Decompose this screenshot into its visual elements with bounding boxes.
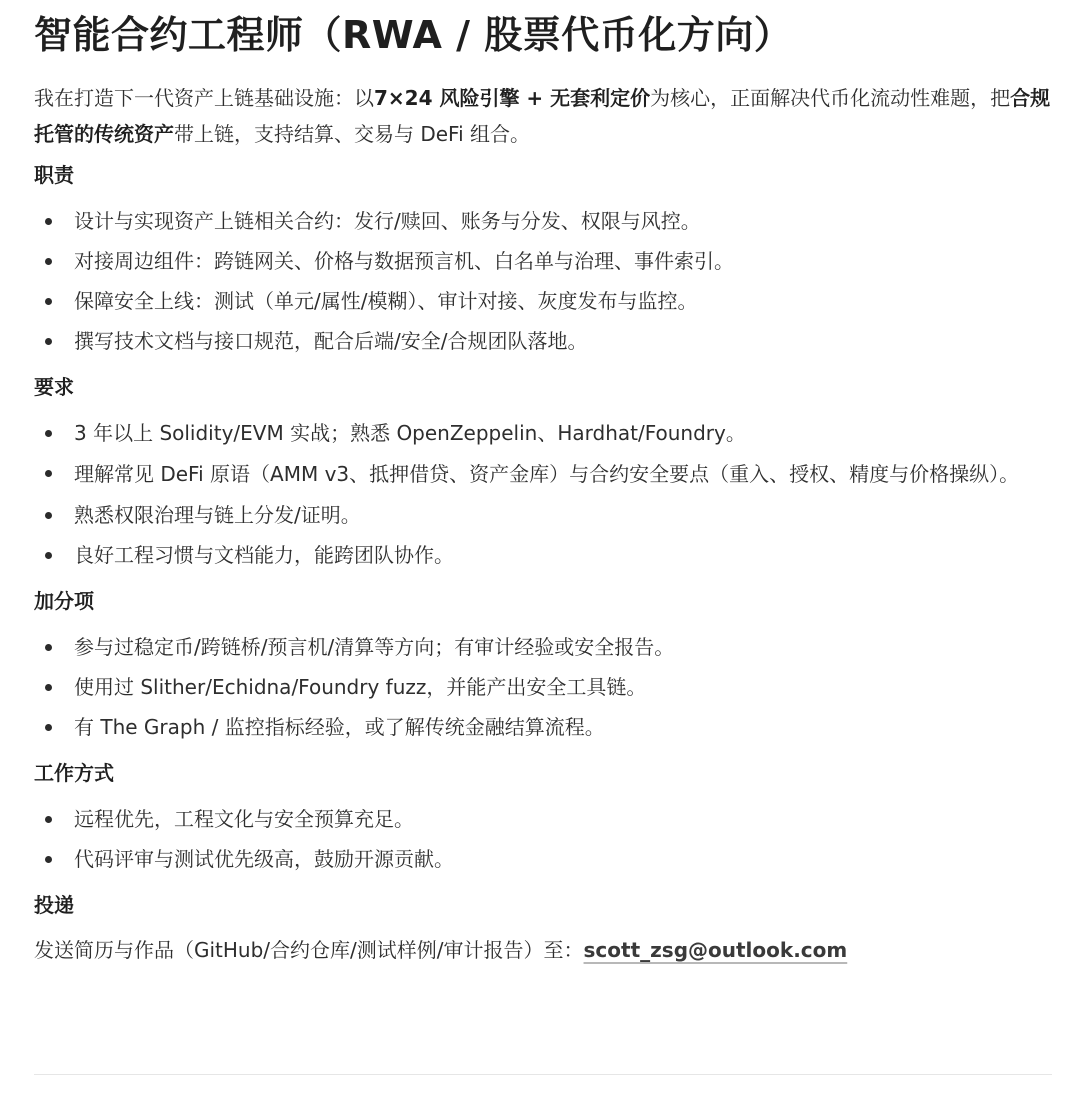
bullet-icon: [45, 218, 52, 225]
email-link[interactable]: scott_zsg@outlook.com: [583, 938, 848, 962]
intro-bold-2: 合规托管的传统资产: [34, 86, 1051, 146]
list-item-text: 理解常见 DeFi 原语（AMM v3、抵押借贷、资产金库）与合约安全要点（重入、授权、精度与价格操纵）。: [74, 462, 1020, 486]
bullet-icon: [45, 724, 52, 731]
section-heading-apply: 投递: [34, 893, 74, 917]
list-item: [34, 802, 1052, 836]
list-item-text: 代码评审与测试优先级高，鼓励开源贡献。: [74, 847, 454, 871]
list-item: [34, 456, 1052, 492]
list-item: [34, 538, 1052, 572]
list-item-text: 使用过 Slither/Echidna/Foundry fuzz，并能产出安全工具链。: [74, 675, 647, 699]
bullet-icon: [45, 338, 52, 345]
requirements-list: [34, 416, 1052, 572]
list-item-text: 熟悉权限治理与链上分发/证明。: [74, 503, 361, 527]
bullet-icon: [45, 298, 52, 305]
list-item-text: 保障安全上线：测试（单元/属性/模糊）、审计对接、灰度发布与监控。: [74, 289, 698, 313]
section-work-style: [34, 750, 1052, 876]
intro-text-2: 为核心，正面解决代币化流动性难题，把: [650, 86, 1011, 110]
bullet-icon: [45, 258, 52, 265]
bullet-icon: [45, 512, 52, 519]
bullet-icon: [45, 684, 52, 691]
section-bonus: [34, 578, 1052, 744]
apply-instructions: [34, 932, 1052, 968]
list-item: [34, 710, 1052, 744]
list-item: [34, 416, 1052, 450]
page-title: 智能合约工程师（RWA / 股票代币化方向）: [34, 13, 793, 57]
section-heading-requirements: 要求: [34, 375, 74, 399]
list-item-text: 参与过稳定币/跨链桥/预言机/清算等方向；有审计经验或安全报告。: [74, 635, 675, 659]
bullet-icon: [45, 856, 52, 863]
list-item: [34, 324, 1052, 358]
bullet-icon: [45, 816, 52, 823]
section-duties: [34, 152, 1052, 358]
list-item: [34, 284, 1052, 318]
list-item: [34, 204, 1052, 238]
list-item: [34, 498, 1052, 532]
list-item: [34, 670, 1052, 704]
intro-text-1: 我在打造下一代资产上链基础设施：以: [34, 86, 374, 110]
section-heading-duties: 职责: [34, 163, 74, 187]
bullet-icon: [45, 644, 52, 651]
duties-list: [34, 204, 1052, 358]
section-apply: [34, 882, 1052, 968]
section-heading-bonus: 加分项: [34, 589, 94, 613]
list-item-text: 有 The Graph / 监控指标经验，或了解传统金融结算流程。: [74, 715, 605, 739]
bullet-icon: [45, 470, 52, 477]
list-item: [34, 244, 1052, 278]
bonus-list: [34, 630, 1052, 744]
work-style-list: [34, 802, 1052, 876]
bottom-divider: [34, 1074, 1052, 1075]
list-item-text: 撰写技术文档与接口规范，配合后端/安全/合规团队落地。: [74, 329, 588, 353]
intro-paragraph: [34, 80, 1052, 152]
apply-text: 发送简历与作品（GitHub/合约仓库/测试样例/审计报告）至：: [34, 938, 584, 962]
list-item-text: 良好工程习惯与文档能力，能跨团队协作。: [74, 543, 454, 567]
bullet-icon: [45, 552, 52, 559]
intro-bold-1: 7×24 风险引擎 + 无套利定价: [374, 86, 651, 110]
list-item: [34, 842, 1052, 876]
list-item-text: 3 年以上 Solidity/EVM 实战；熟悉 OpenZeppelin、Hardhat/Foundry。: [74, 421, 746, 445]
list-item: [34, 630, 1052, 664]
bullet-icon: [45, 430, 52, 437]
section-requirements: [34, 364, 1052, 572]
section-heading-work-style: 工作方式: [34, 761, 114, 785]
list-item-text: 设计与实现资产上链相关合约：发行/赎回、账务与分发、权限与风控。: [74, 209, 701, 233]
list-item-text: 对接周边组件：跨链网关、价格与数据预言机、白名单与治理、事件索引。: [74, 249, 734, 273]
list-item-text: 远程优先，工程文化与安全预算充足。: [74, 807, 414, 831]
intro-text-3: 带上链，支持结算、交易与 DeFi 组合。: [174, 122, 531, 146]
